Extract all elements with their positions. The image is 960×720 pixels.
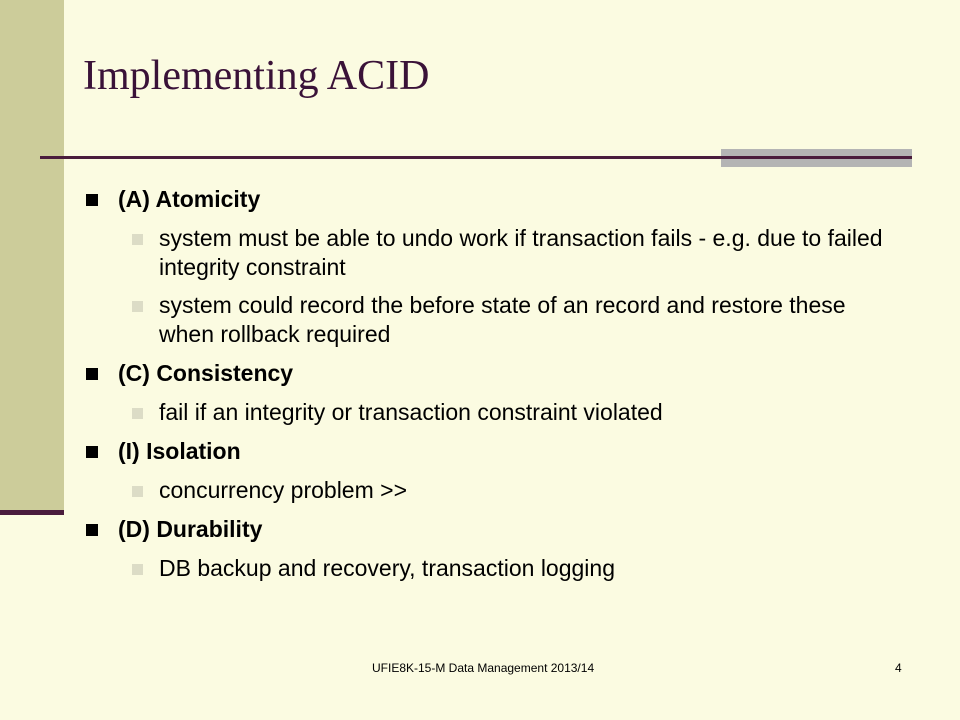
- square-sub-bullet-icon: [132, 486, 143, 497]
- square-sub-bullet-icon: [132, 408, 143, 419]
- slide-footer: UFIE8K-15-M Data Management 2013/14: [372, 661, 595, 675]
- bullet-label: (I) Isolation: [118, 438, 241, 464]
- sub-bullet: [132, 398, 899, 427]
- bullet-label: (D) Durability: [118, 516, 263, 542]
- sub-bullet: [132, 476, 899, 505]
- bullet-isolation: [86, 436, 926, 467]
- square-sub-bullet-icon: [132, 234, 143, 245]
- square-bullet-icon: [86, 194, 98, 206]
- sub-bullet: [132, 554, 899, 583]
- bullet-consistency: [86, 358, 926, 389]
- sub-bullet: [132, 224, 899, 282]
- square-sub-bullet-icon: [132, 564, 143, 575]
- left-decorative-band: [0, 0, 64, 512]
- left-band-accent-line: [0, 510, 64, 515]
- sub-bullet-text: concurrency problem >>: [159, 477, 408, 503]
- bullet-atomicity: [86, 184, 926, 215]
- bullet-label: (A) Atomicity: [118, 186, 261, 212]
- square-bullet-icon: [86, 368, 98, 380]
- square-bullet-icon: [86, 446, 98, 458]
- square-bullet-icon: [86, 524, 98, 536]
- bullet-durability: [86, 514, 926, 545]
- sub-bullet-text: system could record the before state of an record and restore these when rollback required: [159, 292, 846, 347]
- square-sub-bullet-icon: [132, 301, 143, 312]
- bullet-list: [86, 184, 926, 592]
- sub-bullet-text: DB backup and recovery, transaction logging: [159, 555, 616, 581]
- sub-bullet-text: system must be able to undo work if transaction fails - e.g. due to failed integrity constraint: [159, 225, 883, 280]
- sub-bullet: [132, 291, 899, 349]
- bullet-label: (C) Consistency: [118, 360, 294, 386]
- title-rule-accent-line: [721, 156, 912, 159]
- slide-title: Implementing ACID: [83, 53, 430, 99]
- page-number: 4: [895, 661, 902, 675]
- sub-bullet-text: fail if an integrity or transaction constraint violated: [159, 399, 663, 425]
